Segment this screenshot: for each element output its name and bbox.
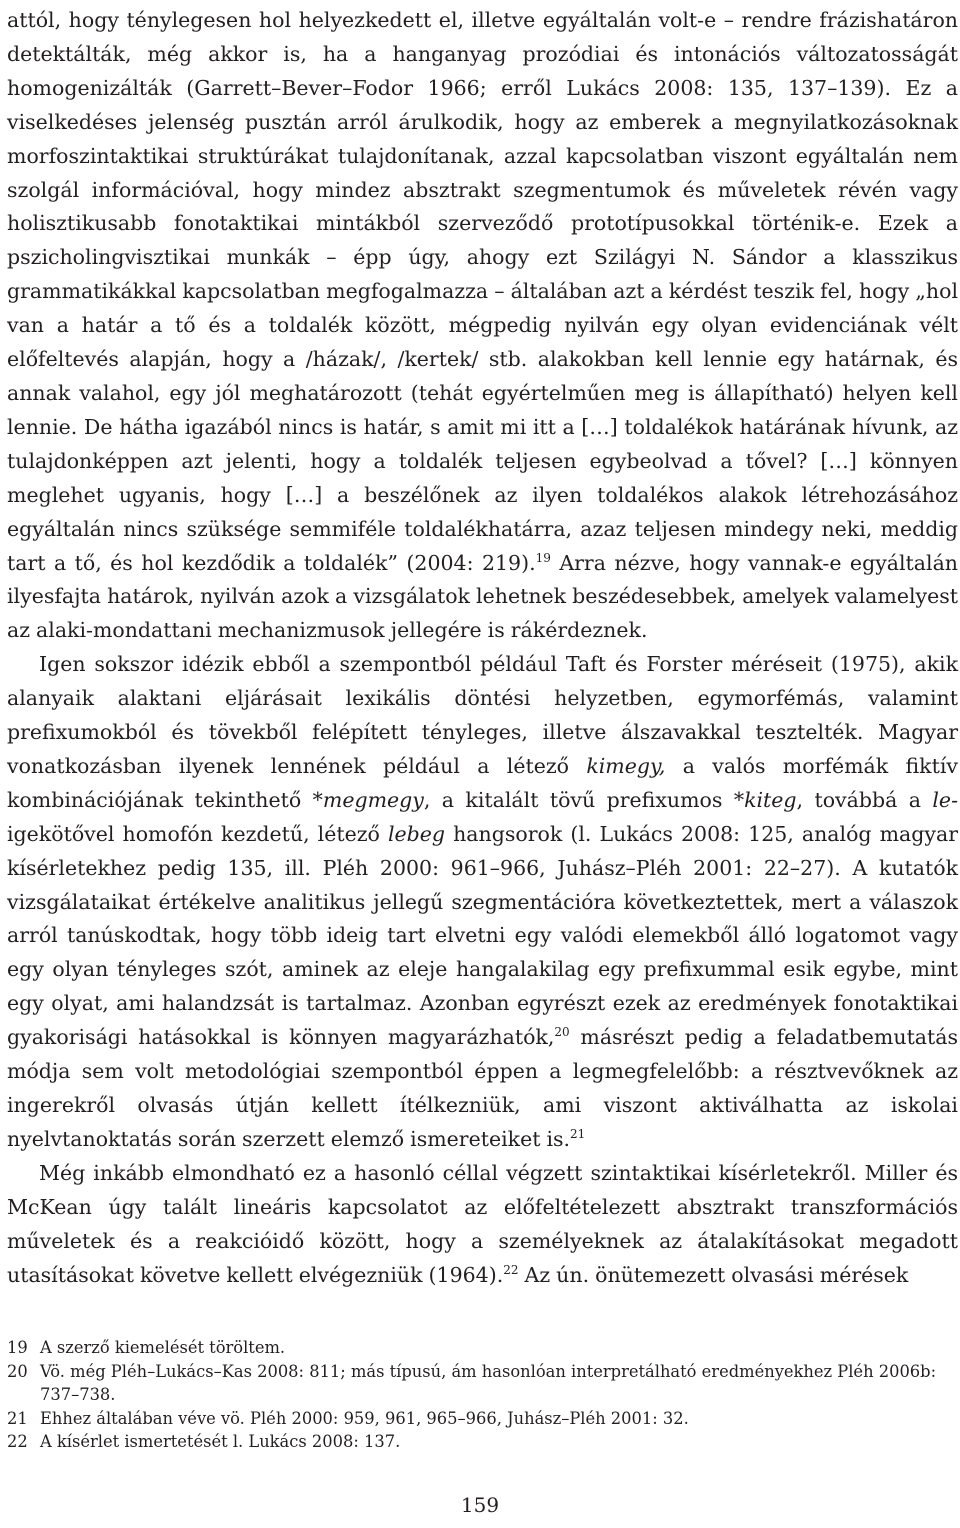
example-word: *megmegy [312, 787, 424, 812]
text-run: Igen sokszor idézik ebből a szempontból például Taft és Forster méréseit (1975), akik alanyaik alaktani eljárásait lexikális döntési helyzetben, egymorfémás, valamint prefixumokból és tövekből felépített tényleges, illetve álszavakkal tesztelték. Magyar vonatkozásban ilyenek lennének például a létező [7, 652, 958, 778]
footnote-text: Vö. még Pléh–Lukács–Kas 2008: 811; más típusú, ám hasonlóan interpretálható eredményekhez Pléh 2006b: 737–738. [40, 1361, 937, 1404]
footnotes [7, 1336, 958, 1454]
footnote-19 [7, 1336, 958, 1360]
footnote-20 [7, 1360, 958, 1407]
footnote-ref-20[interactable]: 20 [554, 1025, 570, 1040]
text-run: , a kitalált tövű prefixumos [423, 787, 734, 812]
example-word: kimegy, [586, 753, 666, 778]
footnote-21 [7, 1407, 958, 1431]
footnote-text: A szerző kiemelését töröltem. [40, 1338, 286, 1357]
footnote-number: 21 [7, 1408, 28, 1428]
footnote-22 [7, 1430, 958, 1454]
text-run: Még inkább elmondható ez a hasonló céllal végzett szintaktikai kísérletekről. Miller és McKean úgy talált lineáris kapcsolatot az előfeltételezett absztrakt transzformációs műveletek és a reakcióidő között, hogy a személyeknek az átalakításokat megadott utasításokat követve kellett elvégezniük (1964). [7, 1160, 958, 1287]
example-word: lebeg [387, 821, 446, 846]
text-run: másrészt pedig a feladatbemutatás módja sem volt metodológiai szempontból éppen a legmegfelelőbb: a résztvevőknek az ingerekről olvasás útján kellett ítélkezniük, ami viszont aktiválhatta az iskolai nyelvtanoktatás során szerzett elemző ismereteiket is. [7, 1025, 959, 1151]
text-run: a valós morfémák fiktív kombinációjának tekinthető [7, 753, 958, 812]
text-run: Arra nézve, hogy vannak-e egyáltalán ilyesfajta határok, nyilván azok a vizsgálatok lehetnek beszédesebbek, amelyek valamelyest az alaki-mondattani mechanizmusok jellegére is rákérdeznek. [7, 550, 958, 643]
text-run: , továbbá a [796, 787, 933, 812]
example-word: le- [932, 787, 958, 812]
page-body [7, 4, 958, 1292]
footnote-ref-21[interactable]: 21 [570, 1126, 586, 1141]
text-run: hangsorok (l. Lukács 2008: 125, analóg magyar kísérletekhez pedig 135, ill. Pléh 2000: 961–966, Juhász–Pléh 2001: 22–27). A kutatók vizsgálataikat értékelve analitikus jellegű szegmentációra következtettek, mert a válaszok arról tanúskodtak, hogy több ideig tart elvetni egy valódi elemekből álló logatomot vagy egy olyan tényleges szót, aminek az eleje hangalakilag egy prefixummal esik egybe, mint egy olyat, ami halandzsát is tartalmaz. Azonban egyrészt ezek az eredmények fonotaktikai gyakorisági hatásokkal is könnyen magyarázhatók, [7, 821, 958, 1050]
footnote-ref-19[interactable]: 19 [535, 550, 551, 565]
text-run: igekötővel homofón kezdetű, létező [7, 821, 388, 846]
example-word: *kiteg [733, 787, 797, 812]
text-run: attól, hogy ténylegesen hol helyezkedett el, illetve egyáltalán volt-e – rendre frázishatáron detektálták, még akkor is, ha a hanganyag prozódiai és intonációs változatosságát homogenizálták (Garrett–Bever–Fodor 1966; erről Lukács 2008: 135, 137–139). Ez a viselkedéses jelenség pusztán arról árulkodik, hogy az emberek a megnyilatkozásoknak morfoszintaktikai struktúrákat tulajdonítanak, azzal kapcsolatban viszont egyáltalán nem szolgál információval, hogy mindez absztrakt szegmentumok és műveletek révén vagy holisztikusabb fonotaktikai mintákból szerveződő prototípusokkal történik-e. Ezek a pszicholingvisztikai munkák – épp úgy, ahogy ezt Szilágyi N. Sándor a klasszikus grammatikákkal kapcsolatban megfogalmazza – általában azt a kérdést teszik fel, hogy „hol van a határ a tő és a toldalék között, mégpedig nyilván egy olyan evidenciának vélt előfeltevés alapján, hogy a /házak/, /kertek/ stb. alakokban kell lennie egy határnak, és annak valahol, egy jól meghatározott (tehát egyértelműen meg is állapítható) helyen kell lennie. De hátha igazából nincs is határ, s amit mi itt a […] toldalékok határának hívunk, az tulajdonképpen azt jelenti, hogy a toldalék teljesen egybeolvad a tővel? […] könnyen meglehet ugyanis, hogy […] a beszélőnek az ilyen toldalékos alakok létrehozásához egyáltalán nincs szüksége semmiféle toldalékhatárra, azaz teljesen mindegy neki, meddig tart a tő, és hol kezdődik a toldalék” (2004: 219). [7, 8, 958, 575]
page-number: 159 [460, 1493, 500, 1517]
footnote-text: Ehhez általában véve vö. Pléh 2000: 959, 961, 965–966, Juhász–Pléh 2001: 32. [40, 1408, 689, 1428]
paragraph-continued [7, 4, 958, 648]
footnote-text: A kísérlet ismertetését l. Lukács 2008: 137. [40, 1432, 401, 1451]
footnote-number: 20 [7, 1361, 28, 1381]
footnote-number: 19 [7, 1338, 28, 1357]
paragraph-taft-forster [7, 648, 958, 1157]
text-run: Az ún. önütemezett olvasási mérések [518, 1262, 909, 1287]
footnote-number: 22 [7, 1432, 28, 1451]
paragraph-miller-mckean [7, 1157, 958, 1293]
footnote-ref-22[interactable]: 22 [503, 1262, 519, 1277]
